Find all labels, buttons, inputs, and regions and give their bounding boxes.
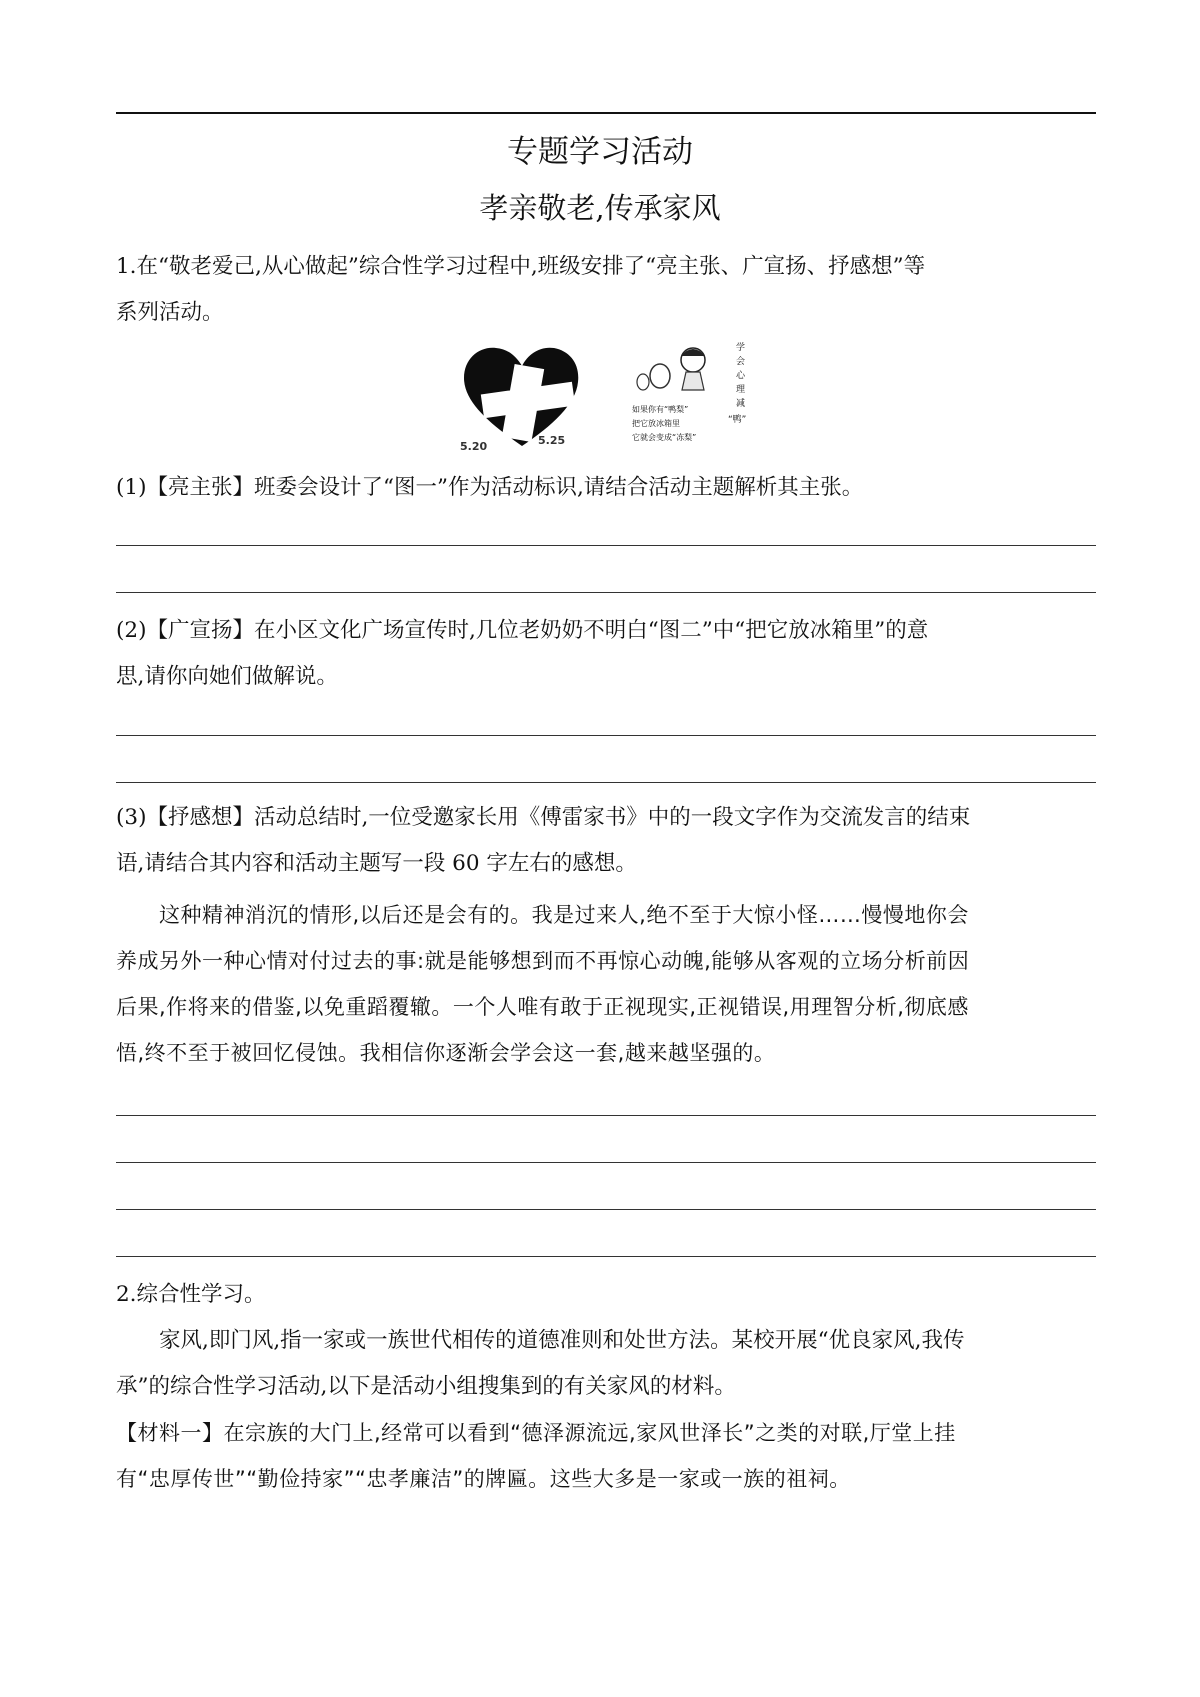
material-line: 有“忠厚传世”“勤俭持家”“忠孝廉洁”的牌匾。这些大多是一家或一族的祖祠。 (116, 1467, 851, 1491)
fu-lei-quote (116, 892, 1096, 1076)
answer-line[interactable] (116, 1115, 1096, 1116)
figure-2-caption-line: 如果你有“鸭梨” (632, 405, 689, 414)
q1-intro-line: 1.在“敬老爱己,从心做起”综合性学习过程中,班级安排了“亮主张、广宣扬、抒感想”等 (116, 254, 926, 279)
answer-line[interactable] (116, 782, 1096, 783)
quote-line: 悟,终不至于被回忆侵蚀。我相信你逐渐会学会这一套,越来越坚强的。 (116, 1041, 776, 1065)
q2-intro (116, 1318, 1096, 1410)
figure-2-vertical-char: 学 (736, 343, 746, 353)
pear-icon (650, 364, 670, 388)
figure-1-heart-logo (460, 348, 578, 453)
answer-line[interactable] (116, 1162, 1096, 1163)
figure-2-vertical-char: 会 (736, 357, 746, 367)
q1-sub3-line: 语,请结合其内容和活动主题写一段 60 字左右的感想。 (116, 851, 637, 876)
girl-body-icon (682, 372, 704, 390)
page-title: 专题学习活动 (507, 134, 693, 170)
q1-sub3 (116, 795, 1096, 887)
material-line: 【材料一】在宗族的大门上,经常可以看到“德泽源流远,家风世泽长”之类的对联,厅堂上挂 (116, 1421, 956, 1445)
page-subtitle: 孝亲敬老,传承家风 (479, 191, 721, 225)
figure-1-date-left: 5.20 (460, 440, 488, 453)
figure-2-vertical-char: “鸭” (728, 415, 747, 425)
q2-intro-line: 承”的综合性学习活动,以下是活动小组搜集到的有关家风的材料。 (116, 1374, 736, 1399)
answer-line[interactable] (116, 735, 1096, 736)
q1-sub2-line: (2)【广宣扬】在小区文化广场宣传时,几位老奶奶不明白“图二”中“把它放冰箱里”的意 (116, 618, 929, 643)
figure-2-poster (632, 341, 746, 442)
q1-intro (116, 244, 1096, 336)
figure-2-vertical-char: 理 (736, 385, 746, 395)
figures-row (460, 340, 780, 460)
q1-sub3-line: (3)【抒感想】活动总结时,一位受邀家长用《傅雷家书》中的一段文字作为交流发言的结束 (116, 805, 971, 830)
q1-sub2-line: 思,请你向她们做解说。 (116, 664, 338, 689)
q1-intro-line: 系列活动。 (116, 300, 224, 325)
quote-line: 后果,作将来的借鉴,以免重蹈覆辙。一个人唯有敢于正视现实,正视错误,用理智分析,彻底感 (116, 995, 969, 1019)
figure-2-vertical-char: 心 (736, 371, 746, 381)
q2-intro-line: 家风,即门风,指一家或一族世代相传的道德准则和处世方法。某校开展“优良家风,我传 (159, 1328, 965, 1353)
answer-line[interactable] (116, 1256, 1096, 1257)
q1-sub2 (116, 608, 1096, 700)
answer-line[interactable] (116, 592, 1096, 593)
girl-hair-icon (681, 349, 705, 356)
header-rule (116, 112, 1096, 114)
figure-2-vertical-char: 减 (736, 399, 746, 409)
figure-2-caption-line: 把它放冰箱里 (632, 419, 680, 428)
q1-sub1: (1)【亮主张】班委会设计了“图一”作为活动标识,请结合活动主题解析其主张。 (116, 475, 864, 500)
q2-material-1 (116, 1410, 1096, 1502)
q2-heading: 2.综合性学习。 (116, 1282, 266, 1307)
figure-1-date-right: 5.25 (538, 434, 566, 447)
answer-line[interactable] (116, 1209, 1096, 1210)
quote-line: 这种精神消沉的情形,以后还是会有的。我是过来人,绝不至于大惊小怪……慢慢地你会 (159, 903, 969, 927)
figure-2-caption-line: 它就会变成“冻梨” (632, 433, 697, 442)
quote-line: 养成另外一种心情对付过去的事:就是能够想到而不再惊心动魄,能够从客观的立场分析前因 (116, 949, 970, 973)
small-pear-icon (637, 374, 649, 390)
figures-svg (460, 340, 780, 460)
answer-line[interactable] (116, 545, 1096, 546)
